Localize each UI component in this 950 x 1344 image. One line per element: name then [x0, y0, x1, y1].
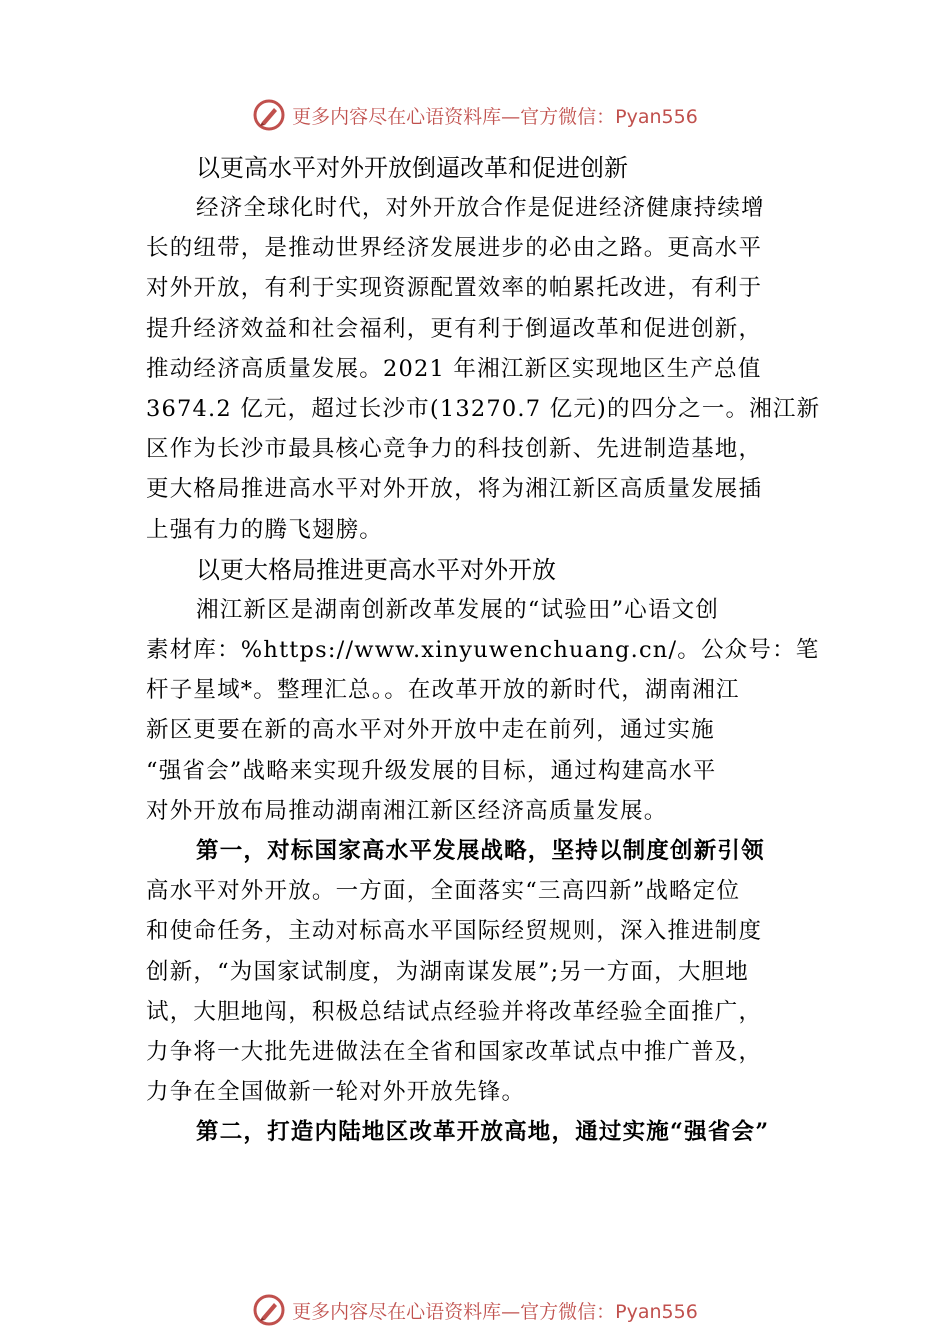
- section-heading-1: 以更高水平对外开放倒逼改革和促进创新: [196, 154, 628, 182]
- pen-logo-icon: [252, 98, 286, 132]
- text-line: 新区更要在新的高水平对外开放中走在前列，通过实施: [146, 717, 715, 744]
- watermark-text: 更多内容尽在心语资料库—官方微信：Pyan556: [292, 1300, 698, 1323]
- text-line: 长的纽带，是推动世界经济发展进步的必由之路。更高水平: [146, 235, 763, 262]
- text-line: 经济全球化时代，对外开放合作是促进经济健康持续增: [196, 195, 765, 221]
- text-line: 和使命任务，主动对标高水平国际经贸规则，深入推进制度: [146, 918, 763, 945]
- document-body: [146, 148, 821, 1153]
- paragraph-1: [146, 188, 821, 550]
- text-line: 素材库：%https://www.xinyuwenchuang.cn/。公众号：笔: [146, 637, 820, 664]
- header-watermark: [0, 95, 950, 135]
- paragraph-4: [146, 1112, 816, 1152]
- text-line: 对外开放，有利于实现资源配置效率的帕累托改进，有利于: [146, 275, 763, 302]
- text-line-bold-lead: 第一，对标国家高水平发展战略，坚持以制度创新引领: [196, 838, 765, 865]
- text-line: 对外开放布局推动湖南湘江新区经济高质量发展。: [146, 797, 668, 824]
- paragraph-3: [146, 831, 816, 1112]
- pen-logo-icon: [252, 1293, 286, 1327]
- text-line: “强省会”战略来实现升级发展的目标，通过构建高水平: [146, 757, 717, 784]
- text-line: 力争在全国做新一轮对外开放先锋。: [146, 1079, 526, 1106]
- watermark-text: 更多内容尽在心语资料库—官方微信：Pyan556: [292, 105, 698, 128]
- text-line: 高水平对外开放。一方面，全面落实“三高四新”战略定位: [146, 878, 741, 905]
- text-line: 推动经济高质量发展。2021 年湘江新区实现地区生产总值: [146, 355, 762, 382]
- text-line: 3674.2 亿元，超过长沙市(13270.7 亿元)的四分之一。湘江新: [146, 396, 821, 423]
- paragraph-2: [146, 590, 820, 831]
- footer-watermark: [0, 1290, 950, 1330]
- text-line: 力争将一大批先进做法在全省和国家改革试点中推广普及，: [146, 1039, 763, 1066]
- text-line: 区作为长沙市最具核心竞争力的科技创新、先进制造基地，: [146, 436, 763, 463]
- text-line: 上强有力的腾飞翅膀。: [146, 516, 384, 543]
- text-line: 杆子星域*。整理汇总。。在改革开放的新时代，湖南湘江: [146, 677, 740, 704]
- text-line: 提升经济效益和社会福利，更有利于倒逼改革和促进创新，: [146, 315, 763, 342]
- section-heading-2: 以更大格局推进更高水平对外开放: [196, 555, 556, 584]
- text-line: 湘江新区是湖南创新改革发展的“试验田”心语文创: [196, 596, 720, 623]
- text-line: 更大格局推进高水平对外开放，将为湘江新区高质量发展插: [146, 476, 763, 503]
- text-line: 创新，“为国家试制度，为湖南谋发展”;另一方面，大胆地: [146, 958, 749, 985]
- text-line: 试，大胆地闯，积极总结试点经验并将改革经验全面推广，: [146, 998, 763, 1025]
- text-line-bold-lead: 第二，打造内陆地区改革开放高地，通过实施“强省会”: [196, 1119, 770, 1146]
